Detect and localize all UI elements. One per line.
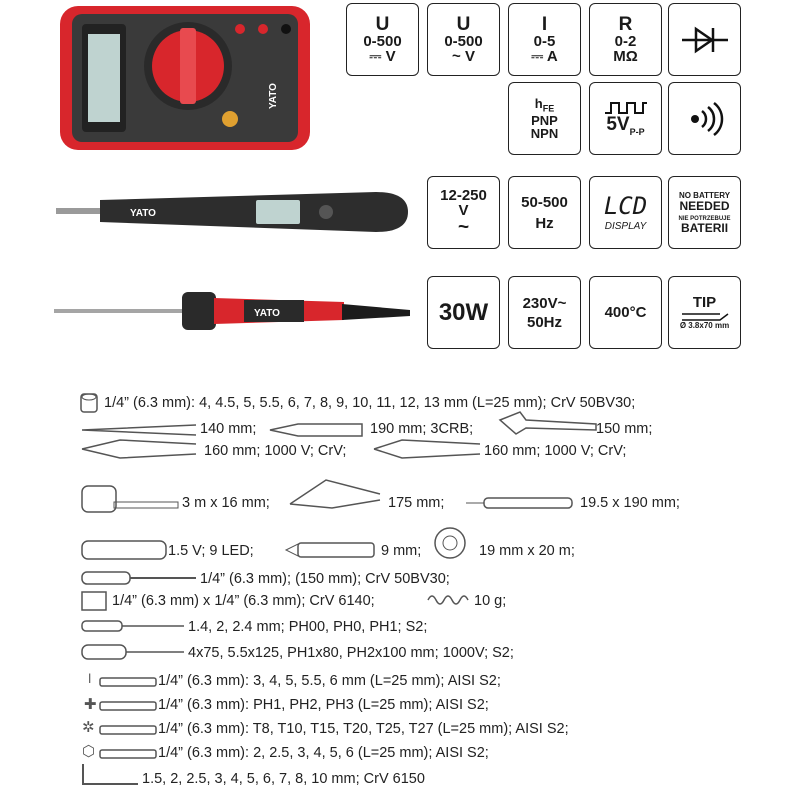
insulating-tape-icon	[433, 526, 467, 560]
hex-key-icon	[80, 762, 140, 788]
socket-icon	[78, 392, 100, 414]
spec-square-wave: $5V_{P-P}$	[589, 82, 662, 155]
spec-ac-voltage: U 0-500 ~ V	[427, 3, 500, 76]
utility-knife-icon	[284, 540, 376, 560]
spec-lcd-display: LCD DISPLAY	[589, 176, 662, 249]
kit-list: 1/4” (6.3 mm): 4, 4.5, 5, 5.5, 6, 7, 8, 9, 10, 11, 12, 13 mm (L=25 mm); CrV 50BV30; 140 mm; 190 mm; 3CRB; 150 mm; 160 mm; 1000 V; CrV; 160 mm; 1000 V; CrV; 3 m x 16 mm; 175 mm; 19.5 x 190 mm; 1.5 V; 9 LED; 9 mm; 19 mm x 20 m; 1/4” (6.3 mm); (150 mm); CrV 50BV30; 1/4” (6.3 mm) x 1/4” (6.3 mm); CrV 6140; 10 g; 1.4, 2, 2.4 mm; PH00, PH0, PH1; S2; 4x75, 5.5x125, PH1x80, PH2x100 mm; 1000V; S2; ǀ 1/4” (6.3 mm): 3, 4, 5, 5.5, 6 mm (L=25 mm); AISI S2; ✚ 1/4” (6.3 mm): PH1, PH2, PH3 (L=25 mm); AISI S2; ✲ 1/4” (6.3 mm): T8, T10, T15, T20, T25, T27 (L=25 mm); AISI S2; ⬡ 1/4” (6.3 mm): 2, 2.5, 3, 4, 5, 6 (L=25 mm); AISI S2; 1.5, 2, 2.5, 3, 4, 5, 6, 7, 8, 10 mm; CrV 6150	[76, 388, 776, 800]
tape-measure-icon	[80, 484, 180, 514]
voltage-tester-image	[56, 182, 410, 242]
adjustable-wrench-icon	[496, 410, 602, 436]
ac-symbol-icon: ~	[457, 217, 470, 238]
knife-icon	[268, 420, 364, 440]
flat-bit-icon: ǀ	[88, 671, 92, 686]
bit-icon	[98, 748, 158, 760]
bit-icon	[98, 700, 158, 712]
multimeter-image	[58, 4, 312, 152]
diode-icon	[682, 25, 728, 55]
hex-bit-icon: ⬡	[82, 743, 96, 760]
spec-tester-voltage: 12-250 V ~	[427, 176, 500, 249]
pliers-icon	[80, 436, 198, 462]
screwdriver-icon	[80, 640, 186, 664]
spec-diode	[668, 3, 741, 76]
soldering-iron-image	[54, 280, 414, 342]
spec-continuity	[668, 82, 741, 155]
cutters-icon	[372, 434, 482, 464]
spec-dc-current: I 0-5 ⎓ A	[508, 3, 581, 76]
spec-resistance: R 0-2 MΩ	[589, 3, 662, 76]
bit-icon	[98, 724, 158, 736]
bit-holder-icon	[80, 568, 198, 588]
dc-symbol-icon: ⎓	[531, 48, 544, 65]
multimeter-brand: YATO	[268, 83, 279, 109]
ac-symbol-icon: ~	[452, 48, 461, 65]
flashlight-icon	[80, 538, 168, 562]
dc-symbol-icon: ⎓	[369, 48, 382, 65]
spec-tip: TIP Ø 3.8x70 mm	[668, 276, 741, 349]
iron-brand: YATO	[254, 308, 280, 319]
spec-power: 30W	[427, 276, 500, 349]
square-wave-icon	[603, 101, 649, 115]
bit-icon	[98, 676, 158, 688]
spec-mains: 230V~ 50Hz	[508, 276, 581, 349]
spec-tester-frequency: 50-500 Hz	[508, 176, 581, 249]
spec-hfe: $h_{FE}$ PNP NPN	[508, 82, 581, 155]
wire-stripper-icon	[286, 474, 382, 514]
solder-icon	[426, 592, 470, 608]
adapter-icon	[80, 590, 108, 612]
torx-bit-icon: ✲	[82, 719, 95, 736]
screwdriver-tester-icon	[464, 496, 574, 510]
tweezers-icon	[80, 423, 198, 437]
spec-no-battery: NO BATTERY NEEDED NIE POTRZEBUJE BATERII	[668, 176, 741, 249]
spec-temperature: 400°C	[589, 276, 662, 349]
phillips-bit-icon: ✚	[84, 696, 97, 713]
spec-dc-voltage: U 0-500 ⎓ V	[346, 3, 419, 76]
precision-screwdriver-icon	[80, 616, 186, 636]
buzzer-icon	[685, 102, 725, 136]
tester-brand: YATO	[130, 208, 156, 219]
